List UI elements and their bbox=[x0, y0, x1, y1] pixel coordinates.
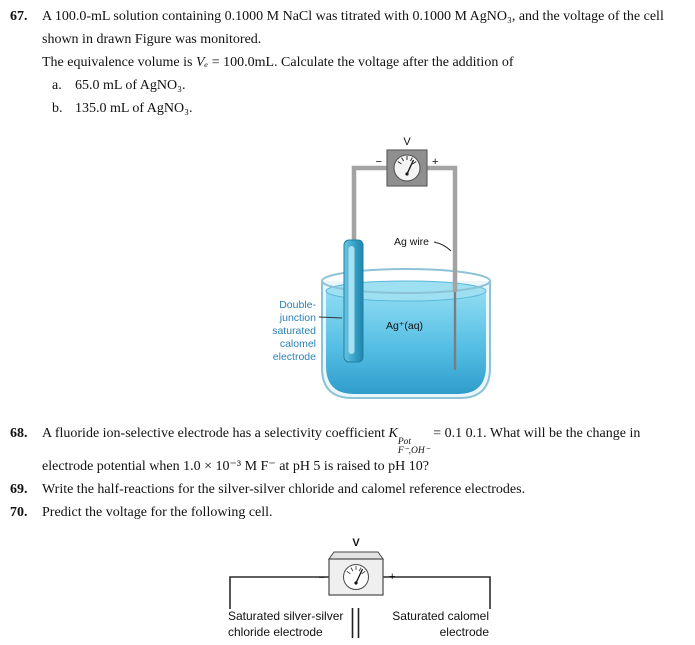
problem-number: 69. bbox=[10, 482, 28, 497]
dial-hub bbox=[405, 172, 408, 175]
text-segment: = 0.1 0.1. What will be the change in electrode potential when 1.0 × 10⁻³ M F⁻ at pH 5 is raised to pH 10? bbox=[42, 426, 641, 474]
problem-text: Write the half-reactions for the silver-silver chloride and calomel reference electrodes. bbox=[42, 482, 526, 497]
left-electrode-label-line: chloride electrode bbox=[228, 625, 323, 639]
calomel-label-line: junction bbox=[279, 312, 316, 324]
dial-hub bbox=[354, 581, 357, 584]
problem-number: 70. bbox=[10, 505, 28, 520]
problem-number: 67. bbox=[10, 9, 28, 24]
text-segment: The equivalence volume is bbox=[42, 55, 196, 70]
subitem-label: b. bbox=[52, 101, 63, 116]
voltmeter-v-label: V bbox=[403, 136, 411, 148]
minus-terminal-label: − bbox=[375, 156, 382, 168]
problem-body bbox=[42, 5, 689, 120]
plus-terminal-label: + bbox=[432, 156, 439, 168]
problem-text bbox=[42, 51, 689, 74]
problem-67 bbox=[0, 0, 695, 120]
selectivity-coefficient-symbol: K bbox=[388, 426, 398, 441]
text-segment: A fluoride ion-selective electrode has a selectivity coefficient bbox=[42, 426, 389, 441]
problem-70 bbox=[0, 501, 695, 524]
problem-68 bbox=[0, 422, 695, 478]
subitem-a bbox=[42, 74, 689, 97]
problem-text bbox=[42, 422, 689, 478]
subitem-text: 65.0 mL of AgNO₃. bbox=[75, 78, 186, 93]
selectivity-coefficient-scripts bbox=[398, 438, 430, 455]
voltmeter-v-label: V bbox=[352, 537, 360, 549]
left-wire bbox=[354, 168, 390, 243]
figure-cell-diagram bbox=[0, 524, 695, 645]
minus-terminal-label: − bbox=[318, 572, 325, 584]
variable-ve: Vₑ bbox=[195, 55, 209, 70]
ag-wire-label: Ag wire bbox=[394, 236, 430, 248]
solution-species-label: Ag⁺(aq) bbox=[386, 320, 424, 332]
figure-titration-cell bbox=[0, 120, 695, 410]
subitem-b bbox=[42, 97, 689, 120]
calomel-label-line: Double- bbox=[279, 299, 316, 311]
left-electrode-label-line: Saturated silver-silver bbox=[228, 609, 344, 623]
calomel-label-line: calomel bbox=[279, 338, 316, 350]
problem-body bbox=[42, 422, 689, 478]
text-segment: = 100.0mL. Calculate the voltage after the addition of bbox=[208, 55, 514, 70]
right-wire bbox=[383, 577, 490, 609]
electrode-inner-tube bbox=[349, 246, 355, 354]
problem-body bbox=[42, 501, 689, 524]
right-electrode-label-line: electrode bbox=[439, 625, 489, 639]
plus-terminal-label: + bbox=[389, 571, 396, 583]
subitem-label: a. bbox=[52, 78, 62, 93]
problem-text: A 100.0-mL solution containing 0.1000 M NaCl was titrated with 0.1000 M AgNO₃, and the voltage of the cell shown in drawn Figure was monitored. bbox=[42, 9, 664, 47]
problem-text: Predict the voltage for the following cell. bbox=[42, 505, 273, 520]
right-electrode-label-line: Saturated calomel bbox=[392, 609, 489, 623]
left-wire bbox=[230, 577, 329, 609]
problem-number: 68. bbox=[10, 426, 28, 441]
calomel-label-line: saturated bbox=[272, 325, 316, 337]
problem-69 bbox=[0, 478, 695, 501]
voltmeter-top bbox=[329, 552, 383, 559]
problem-body bbox=[42, 478, 689, 501]
right-wire bbox=[424, 168, 455, 292]
subitem-text: 135.0 mL of AgNO₃. bbox=[75, 101, 193, 116]
calomel-label-line: electrode bbox=[272, 351, 316, 363]
ag-wire-pointer bbox=[434, 242, 451, 251]
coefficient-superscript: Pot bbox=[397, 437, 412, 447]
coefficient-subscript: F⁻,OH⁻ bbox=[397, 445, 430, 456]
